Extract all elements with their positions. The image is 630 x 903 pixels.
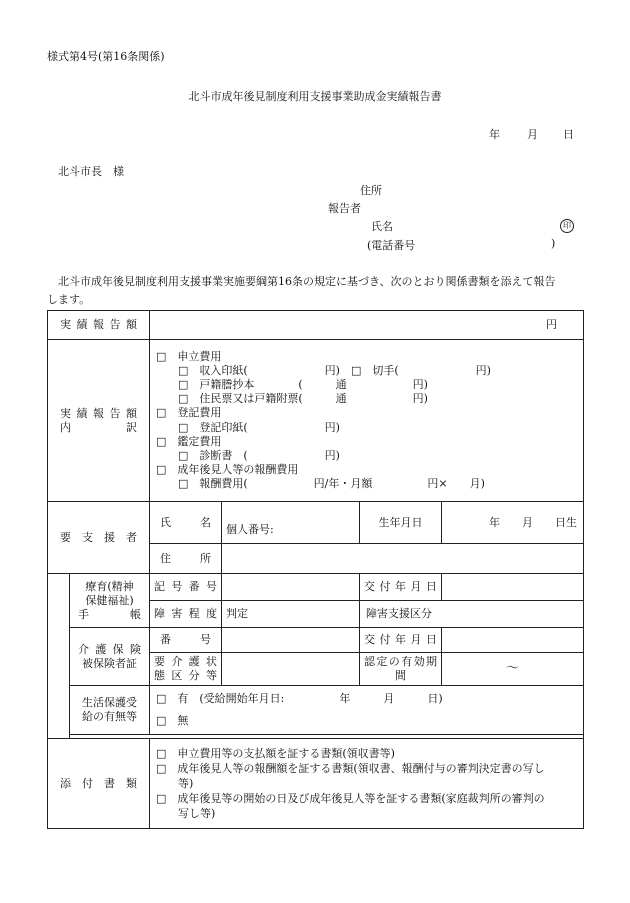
checkbox-filing-fees[interactable]: □ 申立費用 (156, 349, 222, 363)
checkbox-remuneration-fee[interactable]: □ 報酬費用( 円/年・月額 円× 月) (178, 477, 485, 491)
checkbox-attach-remuneration[interactable]: □ 成年後見人等の報酬額を証する書類(領収書、報酬付与の審判決定書の写し (156, 762, 545, 775)
checkbox-registration-stamp[interactable]: □ 登記印紙( 円) (178, 420, 340, 434)
phone-label: (電話番号 (367, 239, 416, 252)
intro-line-2: します。 (47, 293, 91, 306)
disability-degree-label: 障害程度 (150, 601, 222, 628)
issue-date-2-field[interactable] (442, 628, 584, 653)
report-table (47, 310, 584, 829)
person-name-label: 氏 名 (150, 502, 222, 544)
checkbox-resident-record[interactable]: □ 住民票又は戸籍附票( 通 円) (178, 392, 428, 406)
care-level-field[interactable] (222, 653, 360, 686)
seal-icon: 印 (560, 218, 574, 233)
date-year: 年 (489, 128, 500, 141)
checkbox-appraisal-fees[interactable]: □ 鑑定費用 (156, 434, 222, 448)
judgement-field[interactable]: 判定 (222, 601, 360, 628)
amount-row (48, 311, 584, 340)
kaigo-label-cell: 介護保険 被保険者証 (70, 628, 150, 686)
ryoiku-row-1 (48, 574, 584, 601)
checkbox-attach-start-date[interactable]: □ 成年後見等の開始の日及び成年後見人等を証する書類(家庭裁判所の審判の (156, 792, 545, 805)
support-category-field[interactable]: 障害支援区分 (360, 601, 584, 628)
name-label: 氏名 (371, 220, 393, 233)
amount-label-cell: 実績報告額 (48, 311, 150, 340)
birth-label: 生年月日 (360, 502, 442, 544)
amount-value-cell[interactable]: 円 (150, 311, 584, 340)
issue-date-label: 交付年月日 (360, 574, 442, 601)
welfare-options (150, 686, 584, 735)
breakdown-row (48, 340, 584, 502)
form-number: 様式第4号(第16条関係) (47, 50, 165, 63)
checkbox-family-register[interactable]: □ 戸籍謄抄本 ( 通 円) (178, 377, 428, 391)
person-name-row (48, 502, 584, 544)
welfare-label-cell: 生活保護受 給の有無等 (70, 686, 150, 735)
checkbox-attach-payment[interactable]: □ 申立費用等の支払額を証する書類(領収書等) (156, 747, 395, 760)
intro-line-1: 北斗市成年後見制度利用支援事業実施要綱第16条の規定に基づき、次のとおり関係書類を添えて報告 (58, 275, 556, 288)
insured-number-field[interactable] (222, 628, 360, 653)
ryoiku-label-cell: 療育(精神 保健福祉) 手 帳 (70, 574, 150, 628)
checkbox-welfare-yes[interactable]: □ 有 (受給開始年月日: 年 月 日) (156, 692, 443, 705)
checkbox-welfare-no[interactable]: □ 無 (156, 714, 189, 727)
person-name-field[interactable]: 個人番号: (222, 502, 360, 544)
attachments-label-cell: 添付書類 (48, 739, 150, 829)
record-number-field[interactable] (222, 574, 360, 601)
checkbox-registration-fees[interactable]: □ 登記費用 (156, 406, 222, 420)
address-label: 住所 (360, 184, 382, 197)
issue-date-field[interactable] (442, 574, 584, 601)
attachments-row (48, 739, 584, 829)
breakdown-list[interactable] (150, 340, 584, 502)
phone-close: ) (551, 237, 556, 250)
kaigo-row-1 (48, 628, 584, 653)
person-spacer (48, 574, 70, 739)
checkbox-medical-certificate[interactable]: □ 診断書 ( 円) (178, 448, 340, 462)
attachments-list: □ 申立費用等の支払額を証する書類(領収書等) □ 成年後見人等の報酬額を証する書類(領収書、報酬付与の審判決定書の写し 等) □ 成年後見等の開始の日及び成年後見人等を証する書類(家庭裁判所の審判の 写し等) (150, 739, 584, 829)
breakdown-label-cell: 実績報告額 内 訳 (48, 340, 150, 502)
birth-value[interactable]: 年 月 日生 (442, 502, 584, 544)
reporter-label: 報告者 (328, 202, 361, 215)
issue-date-2-label: 交付年月日 (360, 628, 442, 653)
person-label-cell: 要支援者 (48, 502, 150, 574)
insured-number-label: 番 号 (150, 628, 222, 653)
valid-period-label: 認定の有効期 間 (360, 653, 442, 686)
care-level-label: 要介護状 態区分等 (150, 653, 222, 686)
addressee: 北斗市長 様 (58, 165, 124, 178)
valid-period-field[interactable]: ～ (442, 653, 584, 686)
record-number-label: 記号番号 (150, 574, 222, 601)
checkbox-revenue-stamp[interactable]: □ 収入印紙( 円) □ 切手( 円) (178, 363, 491, 377)
date-day: 日 (563, 128, 574, 141)
page-title: 北斗市成年後見制度利用支援事業助成金実績報告書 (188, 90, 442, 103)
checkbox-guardian-remuneration[interactable]: □ 成年後見人等の報酬費用 (156, 463, 299, 477)
welfare-row (48, 686, 584, 735)
person-address-field[interactable] (222, 544, 584, 574)
date-month: 月 (527, 128, 538, 141)
person-address-label: 住 所 (150, 544, 222, 574)
